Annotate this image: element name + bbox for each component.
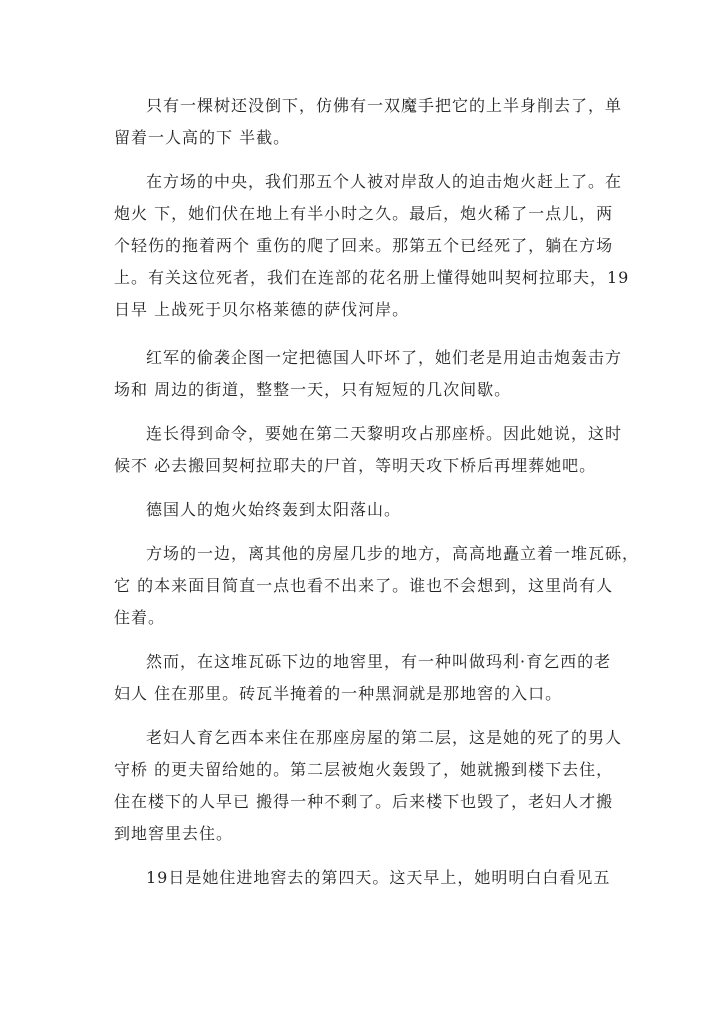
text-line: 19日是她住进地窖去的第四天。这天早上，她明明白白看见五 [146, 868, 611, 887]
paragraph [114, 494, 604, 526]
text-line: 到地窖里去住。 [114, 824, 234, 843]
paragraph [114, 418, 623, 482]
text-line: 守桥 的更夫留给她的。第二层被炮火轰毁了，她就搬到楼下去住， [114, 760, 614, 779]
paragraph [114, 90, 623, 154]
paragraph [114, 538, 640, 634]
text-line: 方场的一边，离其他的房屋几步的地方，高高地矗立着一堆瓦砾， [146, 544, 640, 563]
text-line: 红军的偷袭企图一定把德国人吓坏了，她们老是用迫击炮轰击方 [146, 348, 623, 367]
text-line: 然而，在这堆瓦砾下边的地窖里，有一种叫做玛利·育乞西的老 [146, 652, 612, 671]
text-line: 只有一棵树还没倒下，仿佛有一双魔手把它的上半身削去了，单 [146, 96, 623, 115]
text-line: 上。有关这位死者，我们在连部的花名册上懂得她叫契柯拉耶夫，19 [114, 268, 630, 287]
text-line: 留着一人高的下 半截。 [114, 128, 291, 147]
text-line: 老妇人育乞西本来住在那座房屋的第二层，这是她的死了的男人 [146, 728, 623, 747]
text-line: 德国人的炮火始终轰到太阳落山。 [146, 500, 402, 519]
paragraph [114, 862, 611, 894]
paragraph [114, 646, 612, 710]
text-line: 在方场的中央，我们那五个人被对岸敌人的迫击炮火赶上了。在 [146, 172, 623, 191]
text-line: 连长得到命令，要她在第二天黎明攻占那座桥。因此她说，这时 [146, 424, 623, 443]
text-line: 个轻伤的拖着两个 重伤的爬了回来。那第五个已经死了，躺在方场 [114, 236, 614, 255]
text-line: 候不 必去搬回契柯拉耶夫的尸首，等明天攻下桥后再埋葬她吧。 [114, 456, 597, 475]
text-line: 它 的本来面目简直一点也看不出来了。谁也不会想到，这里尚有人 [114, 576, 614, 595]
text-line: 炮火 下，她们伏在地上有半小时之久。最后，炮火稀了一点儿，两 [114, 204, 614, 223]
paragraph [114, 166, 630, 326]
paragraph [114, 342, 623, 406]
paragraph [114, 722, 623, 850]
text-line: 住在楼下的人早已 搬得一种不剩了。后来楼下也毁了，老妇人才搬 [114, 792, 614, 811]
text-line: 日早 上战死于贝尔格莱德的萨伐河岸。 [114, 300, 410, 319]
text-line: 场和 周边的街道，整整一天，只有短短的几次间歇。 [114, 380, 512, 399]
text-line: 妇人 住在那里。砖瓦半掩着的一种黑洞就是那地窖的入口。 [114, 684, 563, 703]
text-line: 住着。 [114, 608, 166, 627]
